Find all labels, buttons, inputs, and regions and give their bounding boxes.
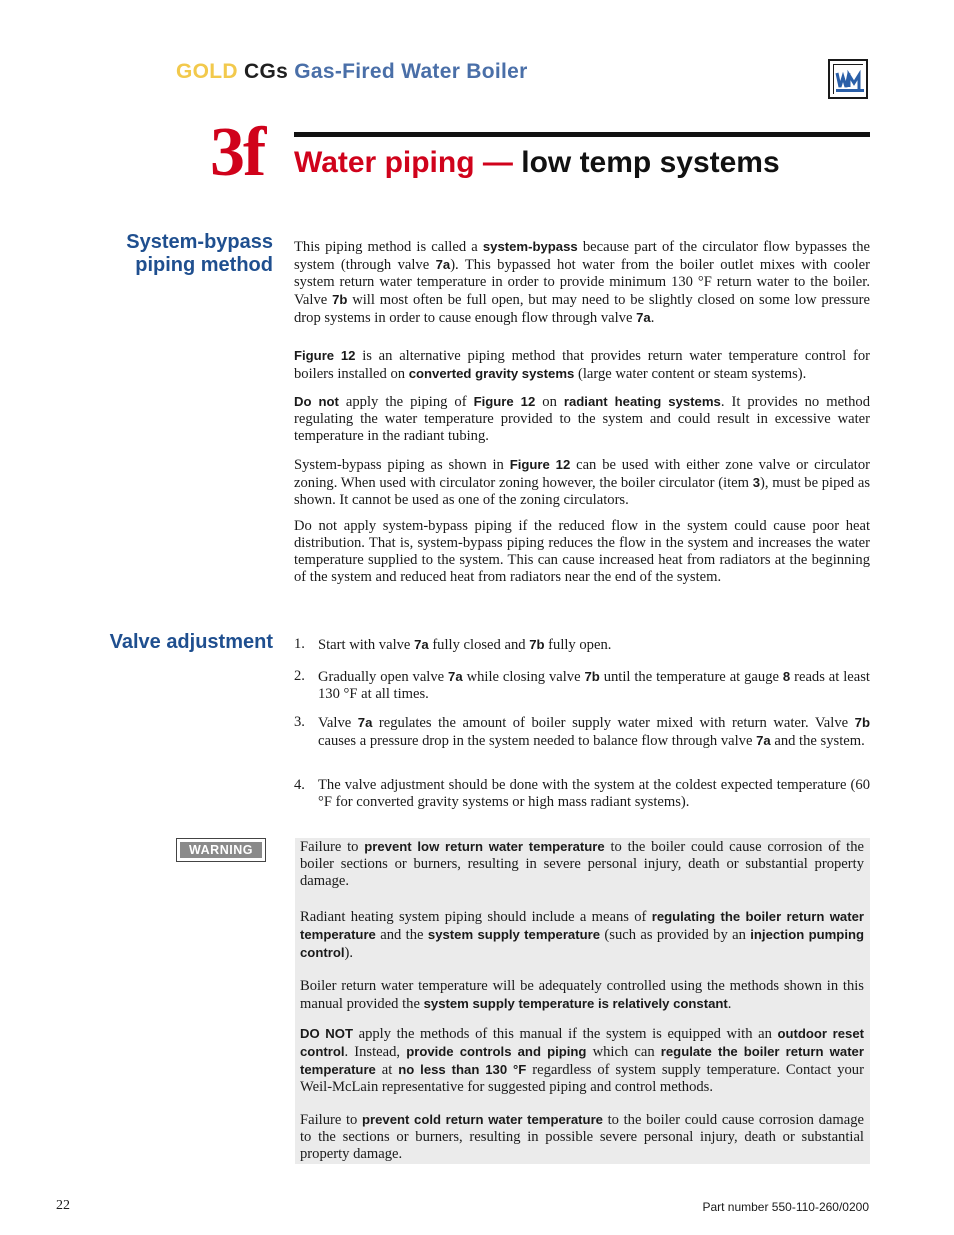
warning-paragraph-2: Radiant heating system piping should include a means of regulating the boiler return water temperature and the system supply temperature (such as provided by an injection pumping control). [300,909,864,961]
section-title [294,146,780,180]
paragraph-system-bypass: This piping method is called a system-bypass because part of the circulator flow bypasses the system (through valve 7a). This bypassed hot water from the boiler outlet mixes with cooler system return water temperature in order to provide minimum 130 °F return water to the boiler. Valve 7b will most often be full open, but may need to be slightly closed on some low pressure drop systems in order to cause enough flow through valve 7a. [294,239,870,326]
header-gold: GOLD [176,60,238,83]
section-title-red: Water piping — [294,146,513,179]
section-number: 3f [210,114,265,191]
section-title-black: low temp systems [521,146,780,179]
warning-paragraph-5: Failure to prevent cold return water temperature to the boiler could cause corrosion damage to the sections or burners, resulting in possible severe personal injury, death or substantial property damage. [300,1112,864,1162]
list-item: 3. Valve 7a regulates the amount of boiler supply water mixed with return water. Valve 7b causes a pressure drop in the system needed to balance flow through valve 7a and the system. [294,714,870,749]
warning-paragraph-3: Boiler return water temperature will be adequately controlled using the methods shown in this manual provided the system supply temperature is relatively constant. [300,978,864,1012]
list-item: 1. Start with valve 7a fully closed and 7b fully open. [294,636,612,653]
paragraph-do-not: Do not apply the piping of Figure 12 on radiant heating systems. It provides no method regulating the water temperature provided to the system and could result in excessive water temperature in the radiant tubing. [294,394,870,444]
sidebar-heading-valve: Valve adjustment [109,631,273,653]
header-title: Gas-Fired Water Boiler [294,60,528,83]
paragraph-figure12: Figure 12 is an alternative piping method that provides return water temperature control for boilers installed on converted gravity systems (large water content or steam systems). [294,348,870,382]
logo-mark-icon [834,65,866,97]
list-item: 4. The valve adjustment should be done with the system at the coldest expected temperature (60 °F for converted gravity systems or high mass radiant systems). [294,777,870,810]
warning-label: WARNING [176,838,266,862]
warning-paragraph-4: DO NOT apply the methods of this manual if the system is equipped with an outdoor reset control. Instead, provide controls and piping which can regulate the boiler return water temperature at no less than 130 °F regardless of system supply temperature. Contact your Weil-McLain representative for suggested piping and control methods. [300,1026,865,1095]
header-cgs: CGs [244,60,289,83]
sidebar-heading-bypass [126,231,273,277]
sidebar-heading-line2: piping method [135,254,273,276]
running-header [176,60,528,84]
list-item: 2. Gradually open valve 7a while closing valve 7b until the temperature at gauge 8 reads at least 130 °F at all times. [294,668,870,702]
page-number: 22 [56,1198,70,1213]
section-rule [294,132,870,137]
sidebar-heading-line1: System-bypass [126,231,273,253]
weil-mclain-logo [828,59,868,99]
paragraph-reduced-flow: Do not apply system-bypass piping if the reduced flow in the system could cause poor heat distribution. That is, system-bypass piping reduces the flow in the system and increases the water temperature supplied to the system. This can cause increased heat from radiators at the beginning of the system and reduced heat from radiators near the end of the system. [294,518,870,585]
part-number: Part number 550-110-260/0200 [702,1200,869,1214]
warning-paragraph-1: Failure to prevent low return water temperature to the boiler could cause corrosion of the boiler sections or burners, resulting in severe personal injury, death or substantial property damage. [300,839,864,889]
paragraph-zoning: System-bypass piping as shown in Figure 12 can be used with either zone valve or circulator zoning. When used with circulator zoning however, the boiler circulator (item 3), must be piped as shown. It cannot be used as one of the zoning circulators. [294,457,870,508]
